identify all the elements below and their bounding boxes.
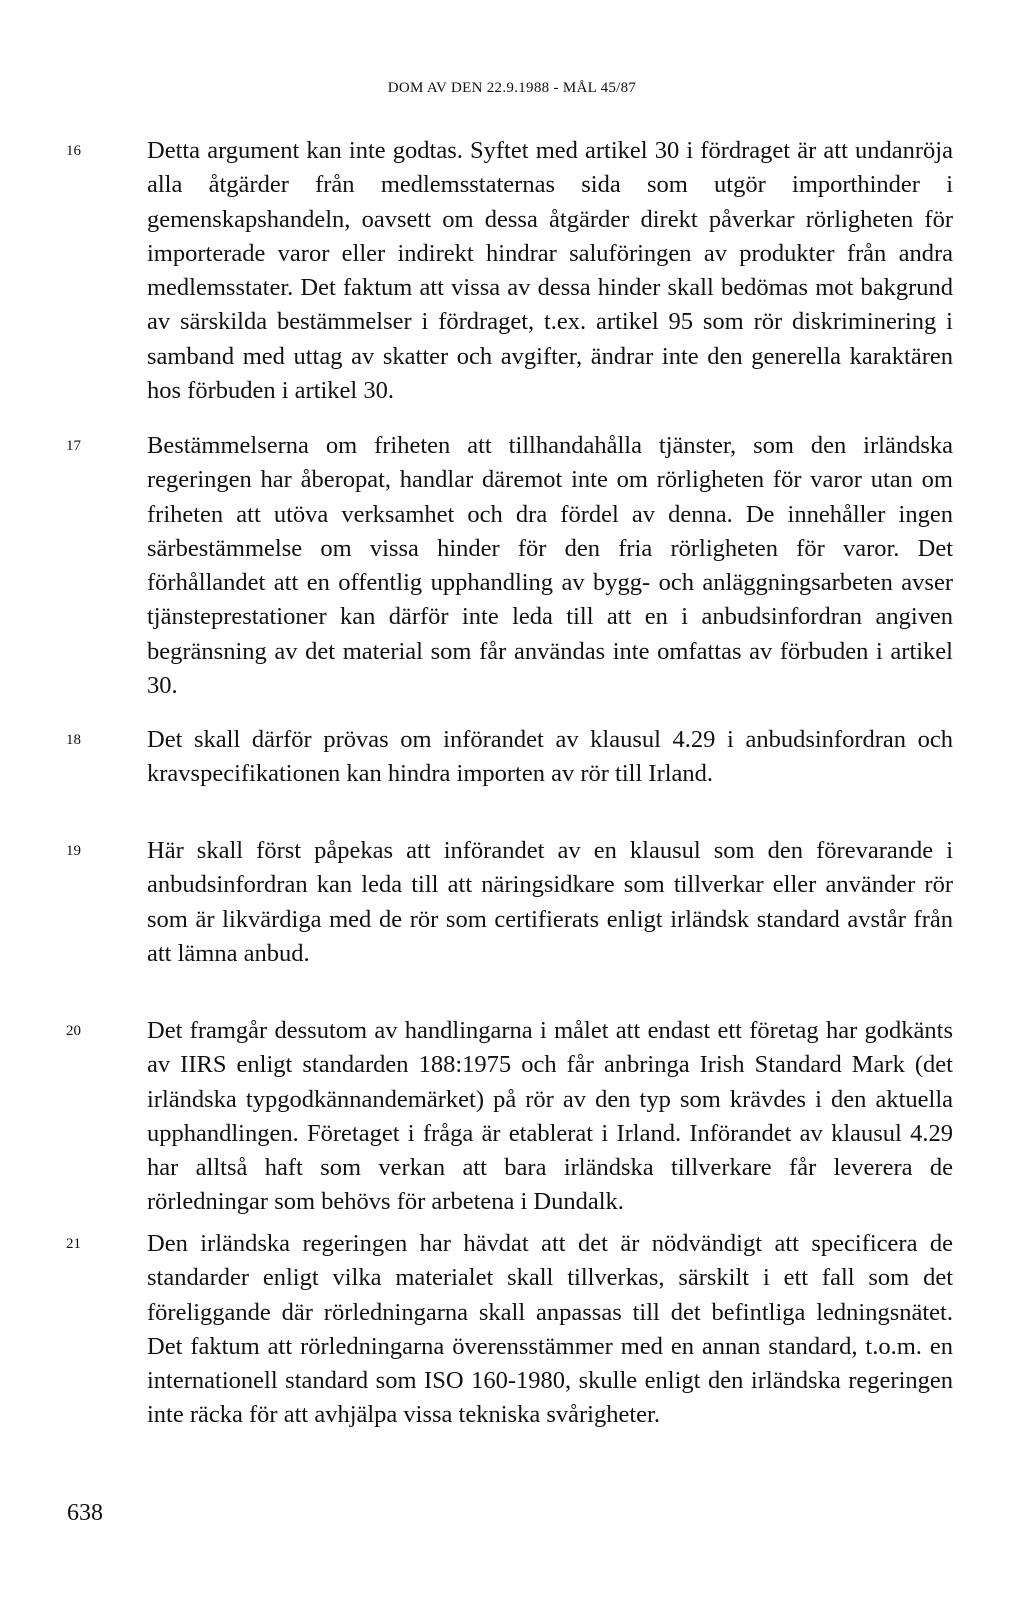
paragraph-text: Den irländska regeringen har hävdat att det är nödvändigt att specificera de standarder enligt vilka materialet skall tillverkas, särskilt i ett fall som det föreliggande där rörledningarna skall anpassas till det befintliga ledningsnätet. Det faktum att rörledningarna överensstämmer med en annan standard, t.o.m. en internationell standard som ISO 160-1980, skulle enligt den irländska regeringen inte räcka för att avhjälpa vissa tekniska svårigheter. — [147, 1230, 953, 1429]
paragraph-number: 20 — [66, 1023, 81, 1039]
paragraph-number: 19 — [66, 843, 81, 859]
paragraph-text: Det skall därför prövas om införandet av klausul 4.29 i anbudsinfordran och kravspecifikationen kan hindra importen av rör till Irland. — [147, 726, 953, 788]
paragraph-text: Det framgår dessutom av handlingarna i målet att endast ett företag har godkänts av IIRS enligt standarden 188:1975 och får anbringa Irish Standard Mark (det irländska typgodkännandemärket) på rör av den typ som krävdes i den aktuella upphandlingen. Företaget i fråga är etablerat i Irland. Införandet av klausul 4.29 har alltså haft som verkan att bara irländska tillverkare får leverera de rörledningar som behövs för arbetena i Dundalk. — [147, 1017, 953, 1216]
paragraph-text: Här skall först påpekas att införandet av en klausul som den förevarande i anbudsinfordran kan leda till att näringsidkare som tillverkar eller använder rör som är likvärdiga med de rör som certifierats enligt irländsk standard avstår från att lämna anbud. — [147, 837, 953, 967]
paragraph-text: Detta argument kan inte godtas. Syftet med artikel 30 i fördraget är att undanröja alla åtgärder från medlemsstaternas sida som utgör importhinder i gemenskapshandeln, oavsett om dessa åtgärder direkt påverkar rörligheten för importerade varor eller indirekt hindrar saluföringen av produkter från andra medlemsstater. Det faktum att vissa av dessa hinder skall bedömas mot bakgrund av särskilda bestämmelser i fördraget, t.ex. artikel 95 som rör diskriminering i samband med uttag av skatter och avgifter, ändrar inte den generella karaktären hos förbuden i artikel 30. — [147, 137, 953, 405]
running-header: DOM AV DEN 22.9.1988 - MÅL 45/87 — [387, 80, 637, 96]
paragraph-number: 18 — [66, 732, 81, 748]
paragraph-number: 16 — [66, 143, 81, 159]
paragraph-number: 21 — [66, 1236, 81, 1252]
paragraph-text: Bestämmelserna om friheten att tillhandahålla tjänster, som den irländska regeringen har åberopat, handlar däremot inte om rörligheten för varor utan om friheten att utöva verksamhet och dra fördel av denna. De innehåller ingen särbestämmelse om vissa hinder för den fria rörligheten för varor. Det förhållandet att en offentlig upphandling av bygg- och anläggningsarbeten avser tjänsteprestationer kan därför inte leda till att en i anbudsinfordran angiven begränsning av det material som får användas inte omfattas av förbuden i artikel 30. — [147, 432, 953, 700]
page-number: 638 — [67, 1500, 103, 1526]
paragraph-number: 17 — [66, 438, 81, 454]
